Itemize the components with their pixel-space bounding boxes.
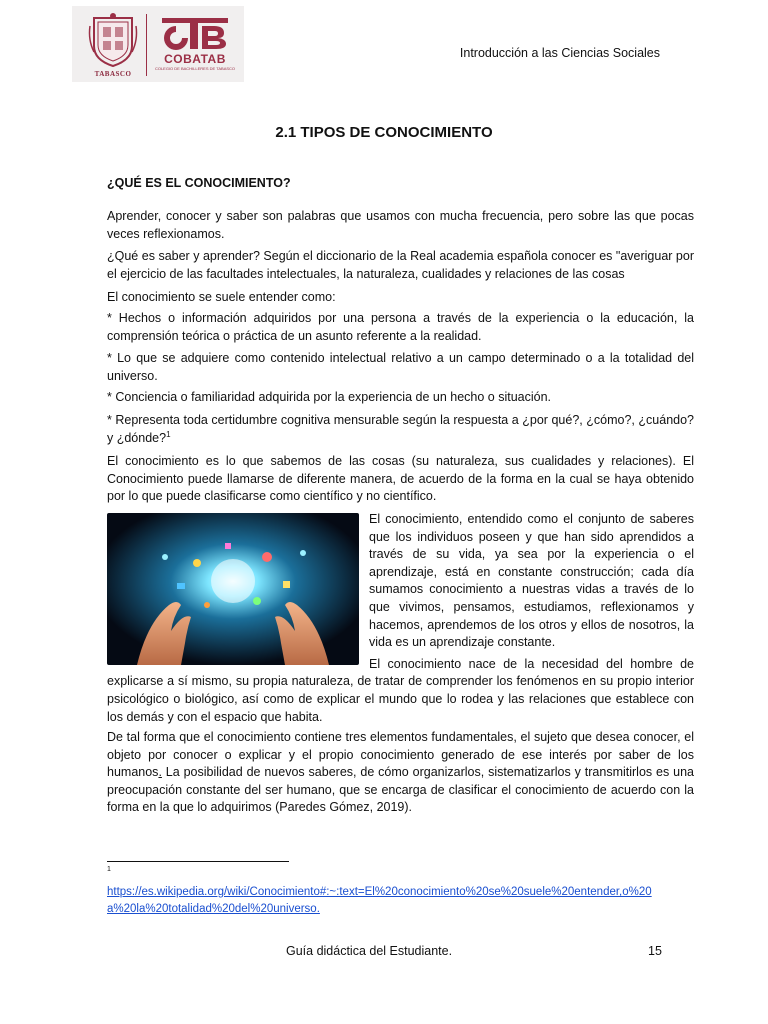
footnote-separator xyxy=(107,861,289,862)
paragraph-5: El conocimiento, entendido como el conjunto de saberes que los individuos poseen y que han sido aprendidos a través de su vida, ya sea por la experiencia o el aprendizaje, está en constante construcción; cada día sumamos conocimiento a nuestras vidas a través de lo que vivimos, pensamos, estudiamos, reflexionamos y hacemos, aprendemos de los otros y ellos de nosotros, la vida es un aprendizaje constante. xyxy=(369,512,694,650)
bullet-3: * Conciencia o familiaridad adquirida por la experiencia de un hecho o situación. xyxy=(107,390,552,404)
tabasco-seal-icon xyxy=(86,12,140,68)
cobatab-wordmark: COBATAB xyxy=(164,52,226,66)
knowledge-hands-image xyxy=(107,513,359,665)
paragraph-3: El conocimiento se suele entender como: xyxy=(107,290,336,304)
image-text-block xyxy=(107,511,694,726)
paragraph-7-part-a: De tal forma que el conocimiento contiene tres elementos fundamentales, el sujeto que desea conocer, el objeto por conocer o explicar y el propio conocimiento generado de ese interés por saber de los humanos xyxy=(107,730,694,780)
footnote-reference[interactable]: 1 xyxy=(166,429,171,439)
cobatab-logo xyxy=(152,14,238,78)
cobatab-emblem-icon xyxy=(152,14,238,52)
paragraph-2: ¿Qué es saber y aprender? Según el diccionario de la Real academia española conocer es "averiguar por el ejercicio de las facultades intelectuales, la naturaleza, cualidades y relaciones de las cosas xyxy=(107,249,694,281)
paragraph-4: El conocimiento es lo que sabemos de las cosas (su naturaleza, sus cualidades y relaciones). El Conocimiento puede llamarse de diferente manera, de acuerdo de la forma en la cual se haya obtenido por lo que puede clasificarse como científico y no científico. xyxy=(107,454,694,504)
seal-caption: TABASCO xyxy=(94,70,132,78)
page-number: 15 xyxy=(648,944,662,958)
cobatab-subtitle: COLEGIO DE BACHILLERES DE TABASCO xyxy=(154,66,236,71)
bullet-4-text: * Representa toda certidumbre cognitiva mensurable según la respuesta a ¿por qué?, ¿cómo?, ¿cuándo? y ¿dónde? xyxy=(107,413,694,445)
paragraph-7-part-c: La posibilidad de nuevos saberes, de cómo organizarlos, sistematizarlos y transmitirlos es una preocupación constante del ser humano, que se encarga de clasificar el conocimiento de acuerdo con la forma en la que lo adquirimos (Paredes Gómez, 2019). xyxy=(107,765,694,815)
paragraph-6: El conocimiento nace de la necesidad del hombre de explicarse a sí mismo, su propia naturaleza, de tratar de comprender los fenómenos en su propio interior psicológico o biológico, así como de explicar el mundo que lo rodea y las relaciones que establece con los demás y con el espacio que habita. xyxy=(107,656,694,724)
bullet-2: * Lo que se adquiere como contenido intelectual relativo a un campo determinado o a la totalidad del universo. xyxy=(107,351,694,383)
footnote-link[interactable]: https://es.wikipedia.org/wiki/Conocimiento#:~:text=El%20conocimiento%20se%20suele%20entender,o%20a%20la%20totalidad%20del%20universo. xyxy=(107,886,652,915)
footnote-number: 1 xyxy=(107,866,111,873)
bullet-4 xyxy=(107,412,694,447)
header-logo-panel xyxy=(72,6,244,82)
logo-divider xyxy=(146,14,147,76)
tabasco-seal-logo xyxy=(86,12,140,78)
paragraph-7 xyxy=(107,729,694,817)
header-course-title: Introducción a las Ciencias Sociales xyxy=(459,46,660,60)
paragraph-1: Aprender, conocer y saber son palabras que usamos con mucha frecuencia, pero sobre las que pocas veces reflexionamos. xyxy=(107,209,694,241)
glowing-hands-icon xyxy=(107,513,359,665)
question-heading: ¿QUÉ ES EL CONOCIMIENTO? xyxy=(107,176,291,190)
footer-label: Guía didáctica del Estudiante. xyxy=(286,944,453,958)
section-title: 2.1 TIPOS DE CONOCIMIENTO xyxy=(275,124,493,141)
paragraph-7-underlined-period: . xyxy=(158,765,162,780)
bullet-1: * Hechos o información adquiridos por una persona a través de la experiencia o la educación, la comprensión teórica o práctica de un asunto referente a la realidad. xyxy=(107,311,694,343)
